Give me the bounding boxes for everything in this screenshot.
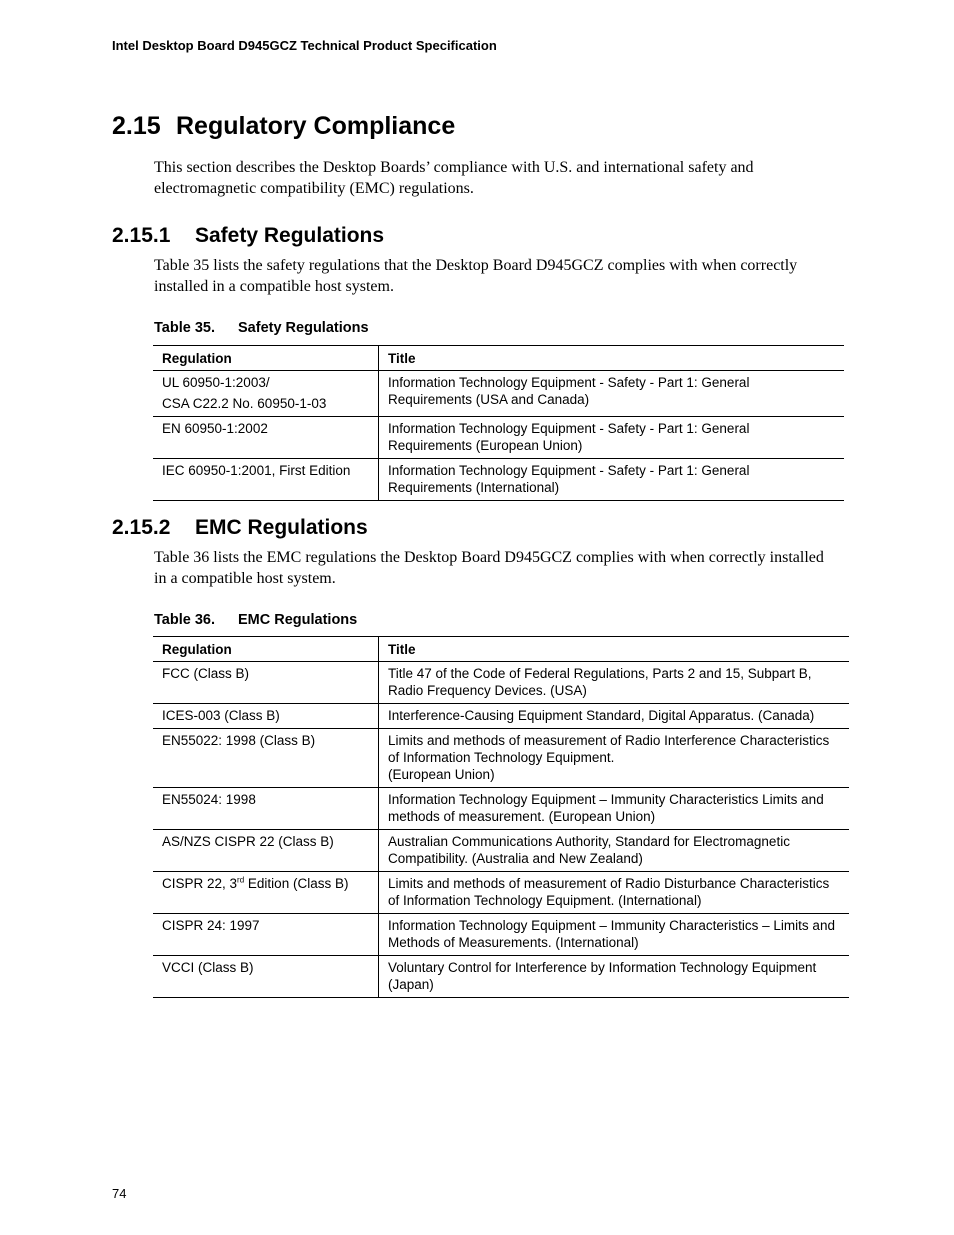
section-number: 2.15 (112, 112, 161, 140)
ordinal-suffix: rd (237, 875, 245, 885)
emc-intro: Table 36 lists the EMC regulations the Desktop Board D945GCZ complies with when correctly installed in a compatible host system. (154, 549, 824, 587)
column-header-title: Title (379, 346, 845, 371)
safety-title: Safety Regulations (195, 224, 385, 247)
section-intro: This section describes the Desktop Boards’ compliance with U.S. and international safety and electromagnetic compatibility (EMC) regulations. (154, 159, 754, 197)
table-row (153, 371, 844, 417)
emc-regulations-table (153, 636, 849, 998)
emc-title: EMC Regulations (195, 516, 368, 539)
regulation-cell: VCCI (Class B) (153, 956, 379, 998)
regulation-cell: EN 60950-1:2002 (153, 417, 379, 459)
table-row (153, 729, 849, 788)
regulation-cell: IEC 60950-1:2001, First Edition (153, 459, 379, 501)
safety-regulations-table (153, 345, 844, 501)
title-cell: Information Technology Equipment – Immunity Characteristics – Limits and Methods of Measurements. (International) (379, 914, 850, 956)
regulation-cell: CISPR 24: 1997 (153, 914, 379, 956)
regulation-line: UL 60950-1:2003/ (162, 375, 270, 390)
table-row (153, 956, 849, 998)
title-cell: Limits and methods of measurement of Radio Disturbance Characteristics of Information Technology Equipment. (International) (379, 872, 850, 914)
regulation-line: CSA C22.2 No. 60950-1-03 (162, 396, 327, 411)
running-header: Intel Desktop Board D945GCZ Technical Product Specification (112, 38, 497, 53)
title-cell: Australian Communications Authority, Standard for Electromagnetic Compatibility. (Australia and New Zealand) (379, 830, 850, 872)
regulation-cell: EN55022: 1998 (Class B) (153, 729, 379, 788)
regulation-text: Edition (Class B) (244, 876, 349, 891)
title-cell: Voluntary Control for Interference by Information Technology Equipment (Japan) (379, 956, 850, 998)
emc-table-number: Table 36. (154, 612, 215, 628)
table-row (153, 788, 849, 830)
safety-heading (112, 224, 384, 248)
regulation-text: CISPR 22, 3 (162, 876, 238, 891)
table-row (153, 662, 849, 704)
table-row (153, 417, 844, 459)
table-header-row (153, 346, 844, 371)
safety-table-caption (154, 320, 369, 336)
page-number: 74 (112, 1186, 127, 1201)
emc-table-title: EMC Regulations (238, 612, 358, 628)
title-cell: Information Technology Equipment – Immunity Characteristics Limits and methods of measurement. (European Union) (379, 788, 850, 830)
regulation-cell: AS/NZS CISPR 22 (Class B) (153, 830, 379, 872)
title-cell (379, 729, 850, 788)
section-title: Regulatory Compliance (176, 112, 456, 140)
emc-number: 2.15.2 (112, 516, 171, 539)
safety-intro: Table 35 lists the safety regulations that the Desktop Board D945GCZ complies with when correctly installed in a compatible host system. (154, 257, 798, 295)
emc-table-caption (154, 612, 357, 628)
title-cell: Information Technology Equipment - Safety - Part 1: General Requirements (USA and Canada) (379, 371, 845, 417)
table-row (153, 914, 849, 956)
safety-table-number: Table 35. (154, 320, 215, 336)
column-header-regulation: Regulation (153, 346, 379, 371)
title-cell: Title 47 of the Code of Federal Regulations, Parts 2 and 15, Subpart B, Radio Frequency Devices. (USA) (379, 662, 850, 704)
safety-number: 2.15.1 (112, 224, 171, 247)
regulation-cell (153, 371, 379, 417)
emc-heading (112, 516, 368, 540)
table-row (153, 704, 849, 729)
section-heading (112, 112, 455, 141)
table-row (153, 459, 844, 501)
regulation-cell: ICES-003 (Class B) (153, 704, 379, 729)
column-header-regulation: Regulation (153, 637, 379, 662)
title-cell: Interference-Causing Equipment Standard, Digital Apparatus. (Canada) (379, 704, 850, 729)
table-row (153, 830, 849, 872)
regulation-cell: FCC (Class B) (153, 662, 379, 704)
title-cell: Information Technology Equipment - Safety - Part 1: General Requirements (European Union) (379, 417, 845, 459)
table-header-row (153, 637, 849, 662)
regulation-cell: EN55024: 1998 (153, 788, 379, 830)
regulation-cell (153, 872, 379, 914)
title-line: Limits and methods of measurement of Radio Interference Characteristics of Information Technology Equipment. (388, 733, 830, 765)
table-row (153, 872, 849, 914)
title-cell: Information Technology Equipment - Safety - Part 1: General Requirements (International) (379, 459, 845, 501)
title-line: (European Union) (388, 767, 495, 782)
safety-table-title: Safety Regulations (238, 320, 369, 336)
column-header-title: Title (379, 637, 850, 662)
